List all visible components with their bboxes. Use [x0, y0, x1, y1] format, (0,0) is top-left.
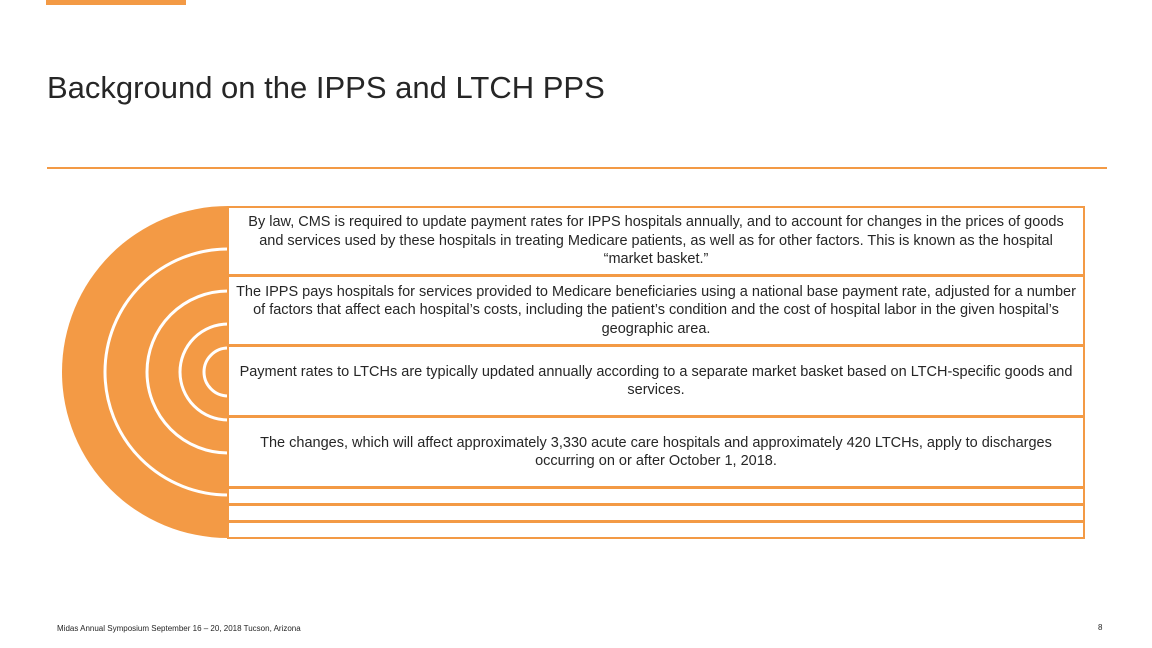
content-box-3: [227, 345, 1085, 417]
content-box-2: [227, 275, 1085, 346]
slide-title: Background on the IPPS and LTCH PPS: [47, 70, 605, 105]
content-box-1: [227, 206, 1085, 276]
content-box-6: [227, 504, 1085, 522]
content-text-3: Payment rates to LTCHs are typically updated annually according to a separate market basket based on LTCH-specific goods and services.: [239, 363, 1073, 398]
content-box-7: [227, 521, 1085, 539]
content-text-1: By law, CMS is required to update payment rates for IPPS hospitals annually, and to account for changes in the prices of goods and services used by these hospitals in treating Medicare patients, as well as for other factors. This is known as the hospital “market basket.”: [248, 214, 1064, 268]
page-number: 8: [1098, 623, 1103, 632]
footer-event-text: Midas Annual Symposium September 16 – 20, 2018 Tucson, Arizona: [57, 624, 301, 633]
content-text-4: The changes, which will affect approximately 3,330 acute care hospitals and approximately 420 LTCHs, apply to discharges occurring on or after October 1, 2018.: [260, 434, 1052, 469]
content-text-2: The IPPS pays hospitals for services provided to Medicare beneficiaries using a national base payment rate, adjusted for a number of factors that affect each hospital’s costs, including the patient’s condition and the cost of hospital labor in the given hospital’s geographic area.: [236, 283, 1076, 337]
content-box-4: [227, 416, 1085, 488]
content-box-5: [227, 487, 1085, 505]
